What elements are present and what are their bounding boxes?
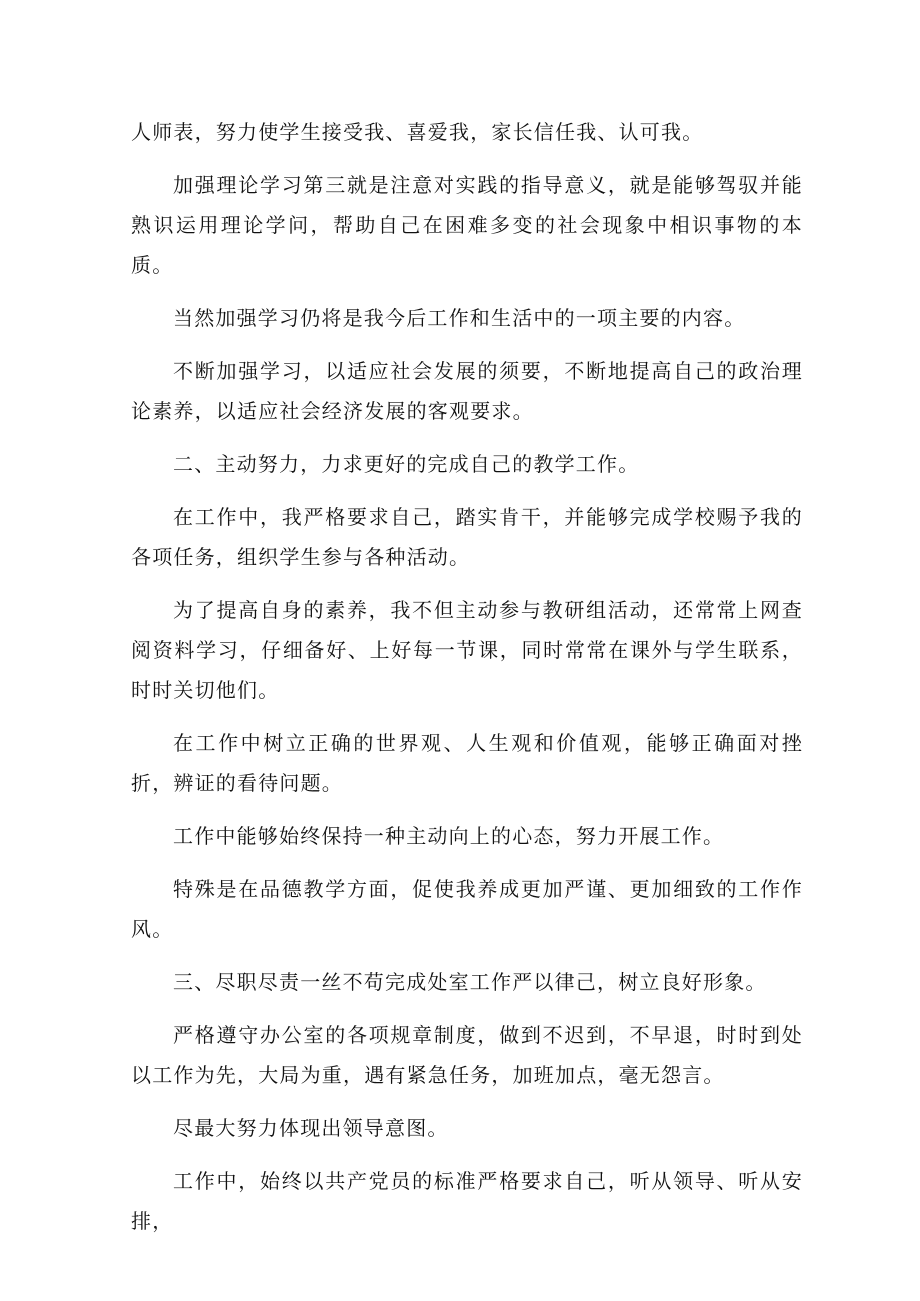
paragraph-1: 人师表，努力使学生接受我、喜爱我，家长信任我、认可我。 (131, 120, 704, 144)
section-heading-2: 二、主动努力，力求更好的完成自己的教学工作。 (173, 452, 640, 476)
paragraph-12: 严格遵守办公室的各项规章制度，做到不迟到，不早退，时时到处以工作为先，大局为重，遇有紧急任务，加班加点，毫无怨言。 (131, 1023, 803, 1087)
paragraph-7: 为了提高自身的素养，我不但主动参与教研组活动，还常常上网查阅资料学习，仔细备好、上好每一节课，同时常常在课外与学生联系，时时关切他们。 (131, 598, 803, 702)
document-body (131, 112, 803, 1254)
section-heading-3: 三、尽职尽责一丝不苟完成处室工作严以律己，树立良好形象。 (173, 970, 767, 994)
paragraph-13: 尽最大努力体现出领导意图。 (173, 1116, 449, 1140)
paragraph-6: 在工作中，我严格要求自己，踏实肯干，并能够完成学校赐予我的各项任务，组织学生参与各种活动。 (131, 505, 803, 569)
paragraph-10: 特殊是在品德教学方面，促使我养成更加严谨、更加细致的工作作风。 (131, 877, 803, 941)
paragraph-2: 加强理论学习第三就是注意对实践的指导意义，就是能够驾驭并能熟识运用理论学问，帮助自己在困难多变的社会现象中相识事物的本质。 (131, 173, 803, 277)
paragraph-3: 当然加强学习仍将是我今后工作和生活中的一项主要的内容。 (173, 306, 746, 330)
paragraph-9: 工作中能够始终保持一种主动向上的心态，努力开展工作。 (173, 824, 725, 848)
paragraph-4: 不断加强学习，以适应社会发展的须要，不断地提高自己的政治理论素养，以适应社会经济发展的客观要求。 (131, 359, 803, 423)
paragraph-8: 在工作中树立正确的世界观、人生观和价值观，能够正确面对挫折，辨证的看待问题。 (131, 731, 803, 795)
paragraph-14: 工作中，始终以共产党员的标准严格要求自己，听从领导、听从安排， (131, 1169, 803, 1233)
